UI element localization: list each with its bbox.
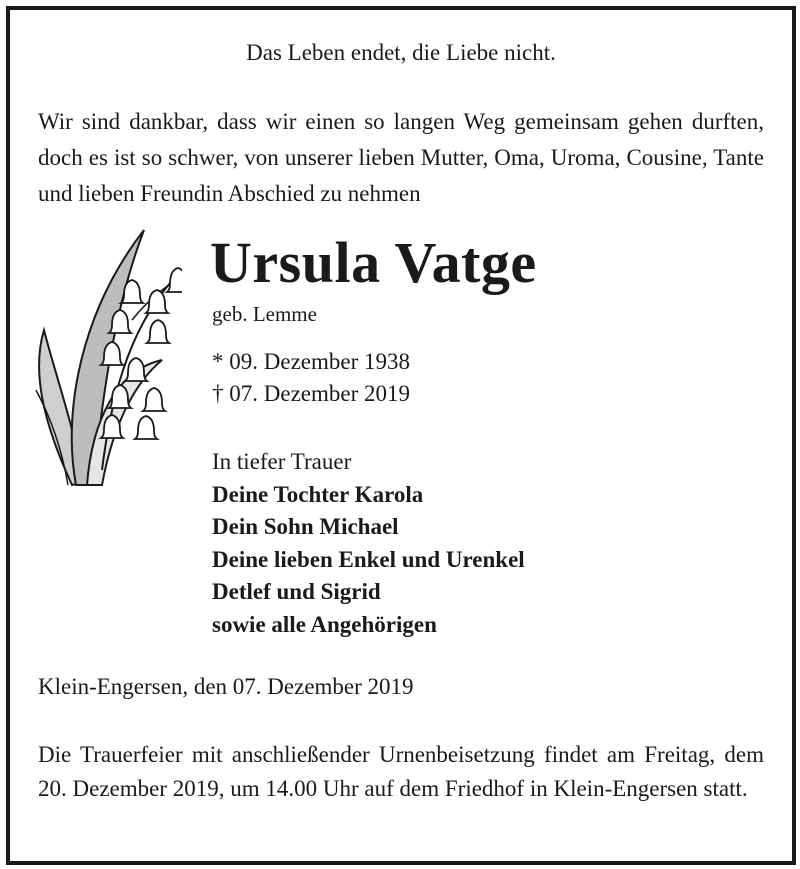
mourning-intro: In tiefer Trauer	[212, 449, 352, 474]
mourner-line: Deine lieben Enkel und Urenkel	[212, 546, 525, 572]
motto: Das Leben endet, die Liebe nicht.	[246, 40, 556, 65]
ceremony-details: Die Trauerfeier mit anschließender Urnenbeisetzung findet am Freitag, dem 20. Dezember 2019, um 14.00 Uhr auf dem Friedhof in Klein-Engersen statt.	[38, 742, 764, 801]
mourner-line: Dein Sohn Michael	[212, 514, 399, 539]
birth-date: * 09. Dezember 1938	[212, 349, 410, 374]
place-and-date: Klein-Engersen, den 07. Dezember 2019	[38, 674, 414, 699]
mourner-line: Deine Tochter Karola	[212, 481, 424, 507]
birth-name: geb. Lemme	[212, 302, 317, 326]
mourner-line: sowie alle Angehörigen	[212, 611, 437, 637]
obituary-notice	[6, 6, 796, 865]
intro-text: Wir sind dankbar, dass wir einen so langen Weg gemeinsam gehen durften, doch es ist so schwer, von unserer lieben Mutter, Oma, Uroma, Cousine, Tante und lieben Freundin Abschied zu nehmen	[38, 109, 764, 206]
lily-of-the-valley-icon	[32, 220, 182, 490]
deceased-name: Ursula Vatge	[210, 230, 537, 295]
life-dates	[212, 346, 410, 410]
mourner-line: Detlef und Sigrid	[212, 579, 381, 604]
mourners-block	[212, 446, 525, 641]
death-date: † 07. Dezember 2019	[212, 381, 410, 406]
